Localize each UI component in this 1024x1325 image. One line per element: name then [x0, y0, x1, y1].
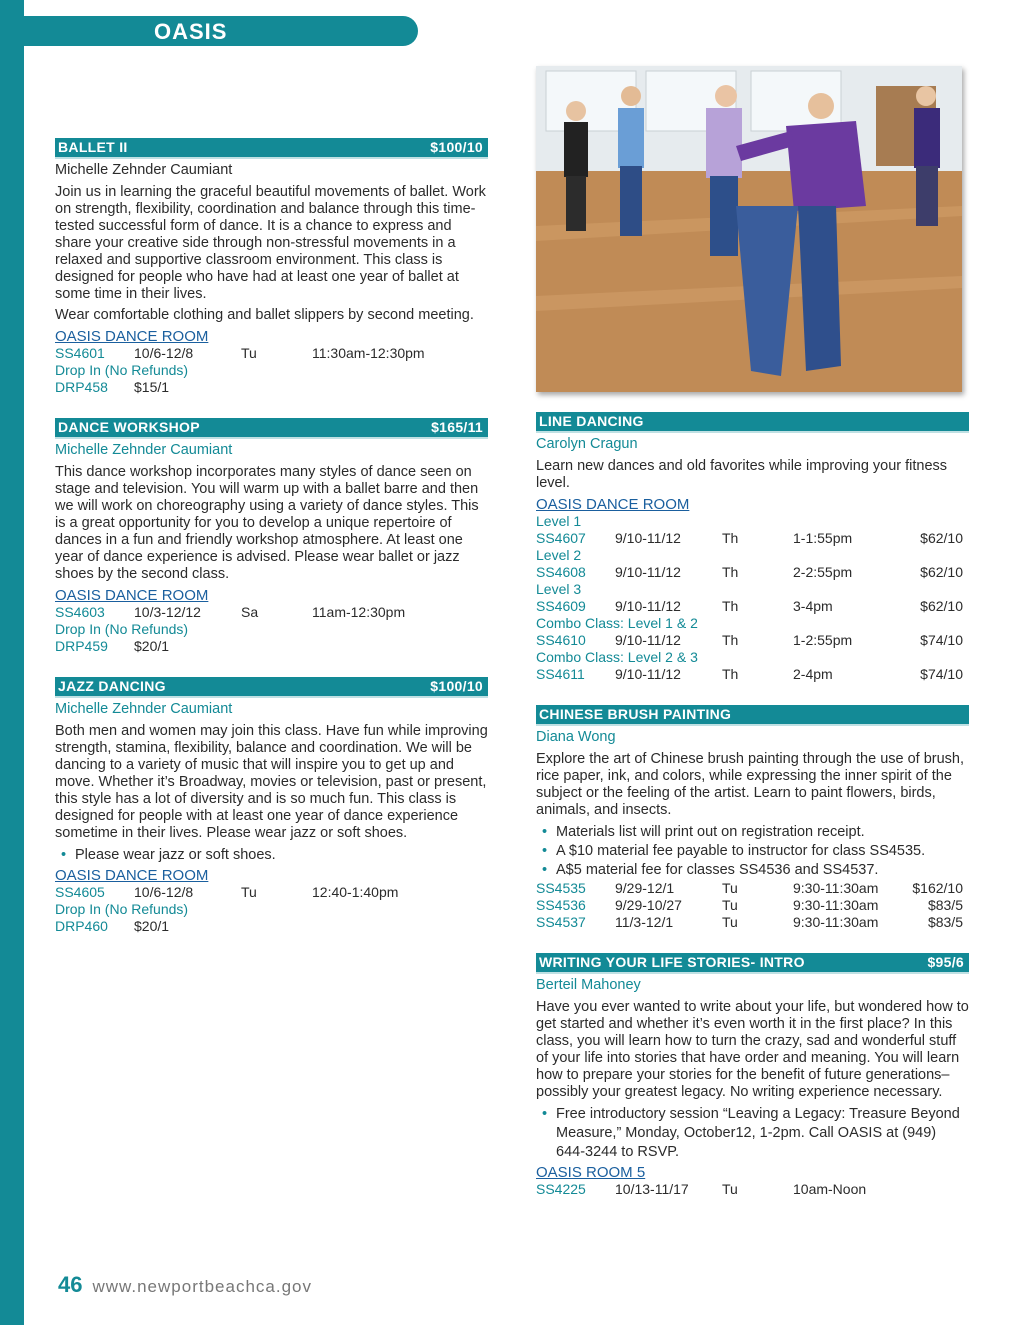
drop-in-fee: $20/1 — [134, 918, 170, 934]
workshop-title-bar — [55, 418, 488, 439]
course-dates: 9/10-11/12 — [615, 666, 681, 682]
right-column — [536, 412, 969, 1220]
course-code: SS4610 — [536, 632, 586, 648]
course-code: SS4608 — [536, 564, 586, 580]
class-title: LINE DANCING — [539, 413, 644, 429]
class-description: Explore the art of Chinese brush painting through the use of brush, rice paper, ink, and colors, while expressing the inner spirit of the subject or the feeling of the artist. Learn to paint flowers, birds, animals, and insects. — [536, 751, 965, 818]
drop-in-label: Drop In (No Refunds) — [55, 901, 189, 917]
website-link[interactable]: www.newportbeachca.gov — [92, 1277, 312, 1296]
class-fee: $165/11 — [431, 419, 483, 435]
course-fee: $74/10 — [920, 666, 963, 682]
class-bullet: • A $10 material fee payable to instructor for class SS4535. — [536, 842, 969, 861]
course-day: Tu — [722, 880, 738, 896]
level-label: Combo Class: Level 2 & 3 — [536, 649, 698, 665]
drop-in-label: Drop In (No Refunds) — [55, 362, 189, 378]
drop-in-code: DRP458 — [55, 379, 108, 395]
course-day: Th — [722, 564, 739, 580]
drop-in-fee: $20/1 — [134, 638, 170, 654]
page-footer — [58, 1272, 312, 1298]
schedule-row — [536, 897, 969, 914]
section-header — [0, 16, 418, 46]
class-bullet: • A$5 material fee for classes SS4536 and SS4537. — [536, 861, 969, 880]
course-day: Th — [722, 598, 739, 614]
course-day: Th — [722, 666, 739, 682]
location-link[interactable]: OASIS DANCE ROOM — [55, 867, 209, 884]
course-code: SS4601 — [55, 345, 105, 361]
location-link[interactable]: OASIS DANCE ROOM — [55, 328, 209, 345]
course-dates: 9/29-12/1 — [615, 880, 675, 896]
course-dates: 9/10-11/12 — [615, 530, 681, 546]
section-title: OASIS — [154, 19, 228, 44]
instructor-name: Carolyn Cragun — [536, 436, 638, 452]
page-number: 46 — [58, 1272, 83, 1297]
class-fee: $100/10 — [430, 678, 483, 694]
schedule-row — [536, 914, 969, 931]
course-day: Th — [722, 632, 739, 648]
course-dates: 9/10-11/12 — [615, 598, 681, 614]
drop-in-label: Drop In (No Refunds) — [55, 621, 189, 637]
course-time: 2-4pm — [793, 666, 833, 682]
class-description: Join us in learning the graceful beautiful movements of ballet. Work on strength, flexibility, coordination and balance through this time-tested successful form of dance. It is a chance to express and share your creative side through non-stressful movements in a relaxed and supportive classroom environment. This class is designed for people who have had at least one year of ballet at some time in their lives. — [55, 184, 486, 302]
drop-in-row — [55, 638, 488, 655]
class-description: Have you ever wanted to write about your life, but wondered how to get started and whether it’s even worth it in the first place? In this class, you will learn how to turn the crazy, sad and wonderful stuff of your life into stories that have order and meaning. You will learn how to prepare your stories for the benefit of future generations– possibly your greatest legacy. No writing experience necessary. — [536, 999, 969, 1100]
dance-workshop-section — [55, 418, 488, 655]
location-link[interactable]: OASIS DANCE ROOM — [536, 496, 690, 513]
schedule-row — [536, 666, 969, 683]
level-label: Combo Class: Level 1 & 2 — [536, 615, 698, 631]
course-code: SS4609 — [536, 598, 586, 614]
class-title: JAZZ DANCING — [58, 678, 166, 694]
class-description: Both men and women may join this class. Have fun while improving strength, stamina, flexibility, balance and coordination. We will be dancing to a variety of music that will inspire you to get up and move. Whether it’s Broadway, movies or television, past or present, this style has a lot of diversity and is so much fun. This class is designed for people with at least one year of dance experience sometime in their lives. Please wear jazz or soft shoes. — [55, 723, 488, 841]
course-time: 12:40-1:40pm — [312, 884, 399, 900]
course-time: 3-4pm — [793, 598, 833, 614]
instructor-name: Michelle Zehnder Caumiant — [55, 701, 233, 717]
level-label: Level 1 — [536, 513, 582, 529]
course-fee: $83/5 — [927, 914, 963, 930]
course-code: SS4611 — [536, 666, 585, 682]
course-time: 9:30-11:30am — [793, 897, 879, 913]
class-description: This dance workshop incorporates many styles of dance seen on stage and television. You will warm up with a ballet barre and then we will work on choreography using a variety of dance styles. This is a great opportunity for you to develop a unique repertoire of dances in a fun and friendly workshop atmosphere. At least one year of dance experience is advised. Please wear ballet or jazz shoes by the second class. — [55, 464, 479, 582]
photo-illustration — [536, 66, 962, 392]
course-dates: 10/13-11/17 — [615, 1181, 689, 1197]
schedule-row — [536, 564, 969, 581]
writing-life-stories-section — [536, 953, 969, 1198]
level-list — [536, 513, 969, 683]
course-fee: $74/10 — [920, 632, 963, 648]
course-dates: 9/29-10/27 — [615, 897, 682, 913]
course-day: Sa — [241, 604, 259, 620]
course-day: Th — [722, 530, 739, 546]
left-column — [55, 138, 488, 957]
level-label: Level 2 — [536, 547, 582, 563]
course-dates: 10/6-12/8 — [134, 884, 194, 900]
writing-title-bar — [536, 953, 969, 974]
course-dates: 10/6-12/8 — [134, 345, 194, 361]
drop-in-code: DRP459 — [55, 638, 108, 654]
course-code: SS4603 — [55, 604, 105, 620]
class-fee: $95/6 — [927, 954, 964, 970]
ballet-section — [55, 138, 488, 396]
course-time: 11am-12:30pm — [312, 604, 406, 620]
course-code: SS4536 — [536, 897, 586, 913]
class-description: Learn new dances and old favorites while improving your fitness level. — [536, 458, 948, 491]
class-title: DANCE WORKSHOP — [58, 419, 200, 435]
schedule-row — [536, 1181, 969, 1198]
course-time: 2-2:55pm — [793, 564, 853, 580]
class-fee: $100/10 — [430, 139, 483, 155]
course-day: Tu — [241, 884, 257, 900]
course-fee: $62/10 — [920, 598, 963, 614]
course-dates: 9/10-11/12 — [615, 632, 681, 648]
course-code: SS4607 — [536, 530, 586, 546]
course-code: SS4537 — [536, 914, 586, 930]
course-time: 11:30am-12:30pm — [312, 345, 425, 361]
instructor-name: Diana Wong — [536, 729, 616, 745]
course-fee: $62/10 — [920, 530, 963, 546]
level-item — [536, 649, 969, 683]
schedule-row — [55, 345, 488, 362]
line-dancing-section — [536, 412, 969, 683]
drop-in-row — [55, 918, 488, 935]
course-day: Tu — [722, 914, 738, 930]
level-item — [536, 615, 969, 649]
instructor-name: Michelle Zehnder Caumiant — [55, 162, 233, 178]
course-time: 10am-Noon — [793, 1181, 867, 1197]
schedule-row — [55, 884, 488, 901]
schedule-row — [536, 530, 969, 547]
level-item — [536, 513, 969, 547]
course-day: Tu — [241, 345, 257, 361]
location-link[interactable]: OASIS ROOM 5 — [536, 1164, 646, 1181]
jazz-title-bar — [55, 677, 488, 698]
class-title: CHINESE BRUSH PAINTING — [539, 706, 732, 722]
jazz-dancing-section — [55, 677, 488, 935]
schedule-row — [536, 632, 969, 649]
course-fee: $83/5 — [927, 897, 963, 913]
course-time: 1-2:55pm — [793, 632, 853, 648]
class-bullet: • Please wear jazz or soft shoes. — [55, 846, 488, 865]
class-bullet: • Materials list will print out on registration receipt. — [536, 823, 969, 842]
class-note: Wear comfortable clothing and ballet slippers by second meeting. — [55, 307, 474, 323]
course-dates: 9/10-11/12 — [615, 564, 681, 580]
class-title: BALLET II — [58, 139, 128, 155]
ballet-title-bar — [55, 138, 488, 159]
course-dates: 11/3-12/1 — [615, 914, 674, 930]
dance-class-photo — [536, 66, 962, 392]
course-fee: $162/10 — [912, 880, 963, 896]
class-title: WRITING YOUR LIFE STORIES- INTRO — [539, 954, 805, 970]
course-code: SS4605 — [55, 884, 105, 900]
level-item — [536, 547, 969, 581]
drop-in-row — [55, 379, 488, 396]
course-time: 9:30-11:30am — [793, 914, 879, 930]
class-bullet: • Free introductory session “Leaving a Legacy: Treasure Beyond Measure,” Monday, October12, 1-2pm. Call OASIS at (949) 644-3244 to RSVP. — [536, 1105, 969, 1162]
course-fee: $62/10 — [920, 564, 963, 580]
instructor-name: Michelle Zehnder Caumiant — [55, 442, 233, 458]
course-dates: 10/3-12/12 — [134, 604, 201, 620]
brush-title-bar — [536, 705, 969, 726]
schedule-row — [536, 880, 969, 897]
course-code: SS4535 — [536, 880, 586, 896]
course-time: 1-1:55pm — [793, 530, 853, 546]
left-accent-bar — [0, 0, 24, 1325]
course-day: Tu — [722, 1181, 738, 1197]
line-title-bar — [536, 412, 969, 433]
instructor-name: Berteil Mahoney — [536, 977, 641, 993]
level-item — [536, 581, 969, 615]
course-code: SS4225 — [536, 1181, 586, 1197]
location-link[interactable]: OASIS DANCE ROOM — [55, 587, 209, 604]
schedule-row — [536, 598, 969, 615]
course-time: 9:30-11:30am — [793, 880, 879, 896]
chinese-brush-painting-section — [536, 705, 969, 931]
schedule-row — [55, 604, 488, 621]
drop-in-code: DRP460 — [55, 918, 108, 934]
level-label: Level 3 — [536, 581, 582, 597]
drop-in-fee: $15/1 — [134, 379, 170, 395]
course-day: Tu — [722, 897, 738, 913]
